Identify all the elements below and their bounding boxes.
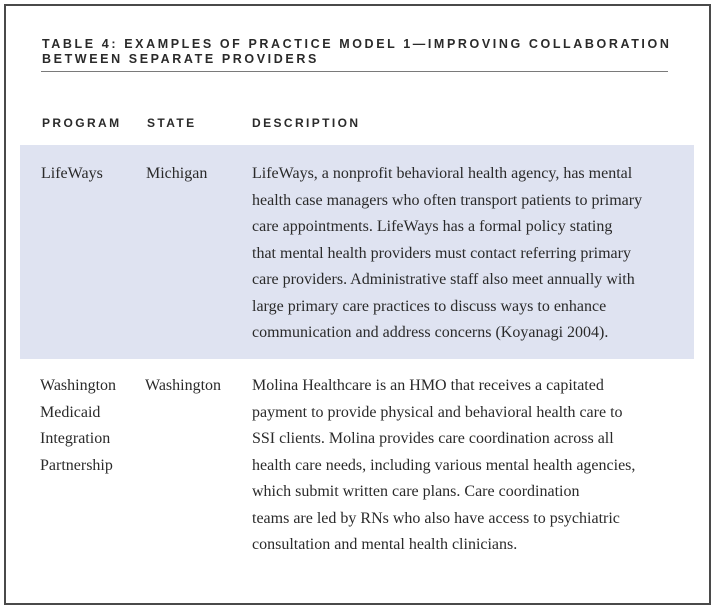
table-row [20, 145, 694, 359]
description-line: which submit written care plans. Care coordination [252, 483, 580, 500]
description-line: consultation and mental health clinicians. [252, 536, 518, 553]
program-name: LifeWays [41, 165, 103, 182]
description-line: health case managers who often transport patients to primary [252, 191, 643, 209]
table-title-line: BETWEEN SEPARATE PROVIDERS [42, 52, 319, 66]
column-header-state: STATE [147, 116, 197, 130]
program-name-line: Partnership [40, 456, 113, 474]
description-line: large primary care practices to discuss ways to enhance [252, 297, 607, 315]
column-header-program: PROGRAM [42, 116, 122, 130]
program-cell [41, 161, 103, 188]
state-cell: Michigan [146, 165, 208, 182]
description-line: teams are led by RNs who also have access to psychiatric [252, 509, 620, 527]
program-name-line: Integration [40, 430, 111, 447]
description-line: that mental health providers must contact referring primary [252, 244, 631, 262]
description-line: LifeWays, a nonprofit behavioral health agency, has mental [252, 165, 633, 182]
state-cell: Washington [145, 377, 222, 394]
description-line: payment to provide physical and behavioral health care to [252, 403, 623, 421]
description-line: Molina Healthcare is an HMO that receives a capitated [252, 377, 604, 394]
table-title-line: TABLE 4: EXAMPLES OF PRACTICE MODEL 1—IMPROVING COLLABORATION [42, 37, 672, 51]
table-row [20, 360, 694, 560]
description-line: health care needs, including various mental health agencies, [252, 456, 636, 474]
description-line: care appointments. LifeWays has a formal policy stating [252, 218, 613, 235]
title-divider [41, 71, 668, 72]
program-cell [40, 373, 116, 479]
column-header-description: DESCRIPTION [252, 116, 361, 130]
program-name-line: Medicaid [40, 403, 101, 421]
table-title [42, 37, 682, 67]
description-line: communication and address concerns (Koyanagi 2004). [252, 324, 609, 341]
description-cell [252, 161, 642, 347]
description-line: care providers. Administrative staff also meet annually with [252, 271, 635, 288]
description-line: SSI clients. Molina provides care coordination across all [252, 430, 614, 447]
program-name-line: Washington [40, 377, 117, 394]
description-cell [252, 373, 635, 559]
